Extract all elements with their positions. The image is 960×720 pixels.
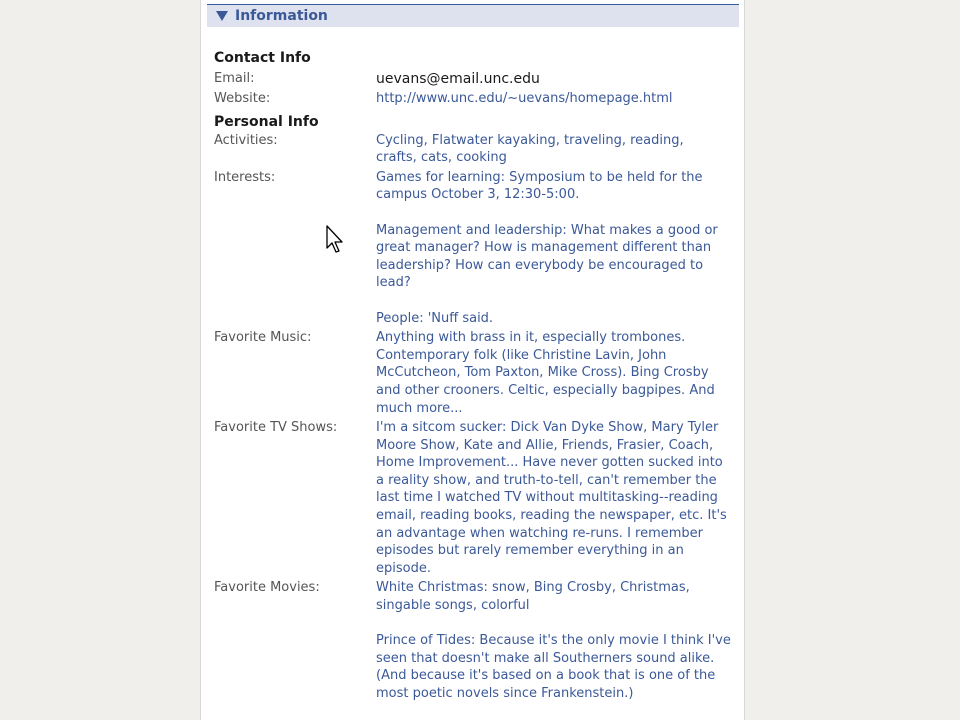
contact-info-heading: Contact Info xyxy=(214,50,311,66)
activities-label: Activities: xyxy=(214,132,278,148)
favorite-tv-label: Favorite TV Shows: xyxy=(214,420,338,436)
interests-label: Interests: xyxy=(214,169,276,185)
favorite-movies-label: Favorite Movies: xyxy=(214,580,320,596)
information-section-header[interactable] xyxy=(207,4,739,27)
website-link[interactable]: http://www.unc.edu/~uevans/homepage.html xyxy=(376,91,673,106)
favorite-movies-value[interactable]: White Christmas: snow, Bing Crosby, Christmas, singable songs, colorful Prince of Tides: Because it's the only movie I think I've seen that doesn't make all Southerners sound alike. (And because it's based on a book that is one of the most poetic novels since Frankenstein.) xyxy=(376,580,731,701)
favorite-tv-row xyxy=(214,419,739,577)
information-content xyxy=(214,48,739,703)
triangle-down-icon[interactable] xyxy=(216,11,228,21)
information-panel xyxy=(200,0,745,720)
favorite-music-value[interactable]: Anything with brass in it, especially trombones. Contemporary folk (like Christine Lavin, John McCutcheon, Tom Paxton, Mike Cross). Bing Crosby and other crooners. Celtic, especially bagpipes. And much more... xyxy=(376,330,715,416)
section-title: Information xyxy=(235,8,328,24)
email-value[interactable]: uevans@email.unc.edu xyxy=(376,71,540,87)
interests-value[interactable]: Games for learning: Symposium to be held for the campus October 3, 12:30-5:00. Management and leadership: What makes a good or great manager? How is management different than leadership? How can everybody be encouraged to lead? People: 'Nuff said. xyxy=(376,169,718,326)
favorite-movies-row xyxy=(214,579,739,702)
favorite-music-label: Favorite Music: xyxy=(214,330,312,346)
interests-row xyxy=(214,169,739,327)
favorite-tv-value[interactable]: I'm a sitcom sucker: Dick Van Dyke Show, Mary Tyler Moore Show, Kate and Allie, Friends, Frasier, Coach, Home Improvement... Have never gotten sucked into a reality show, and truth-to-tell, can't remember the last time I watched TV without multitasking--reading email, reading books, reading the newspaper, etc. It's an advantage when watching re-runs. I remember episodes but rarely remember everything in an episode. xyxy=(376,420,727,576)
website-label: Website: xyxy=(214,91,271,106)
activities-row xyxy=(214,132,739,167)
favorite-music-row xyxy=(214,329,739,417)
website-row xyxy=(214,90,739,108)
email-label: Email: xyxy=(214,71,255,86)
personal-info-heading: Personal Info xyxy=(214,113,319,130)
email-row xyxy=(214,68,739,90)
activities-value[interactable]: Cycling, Flatwater kayaking, traveling, reading, crafts, cats, cooking xyxy=(376,132,684,166)
mouse-pointer-icon xyxy=(326,225,346,255)
